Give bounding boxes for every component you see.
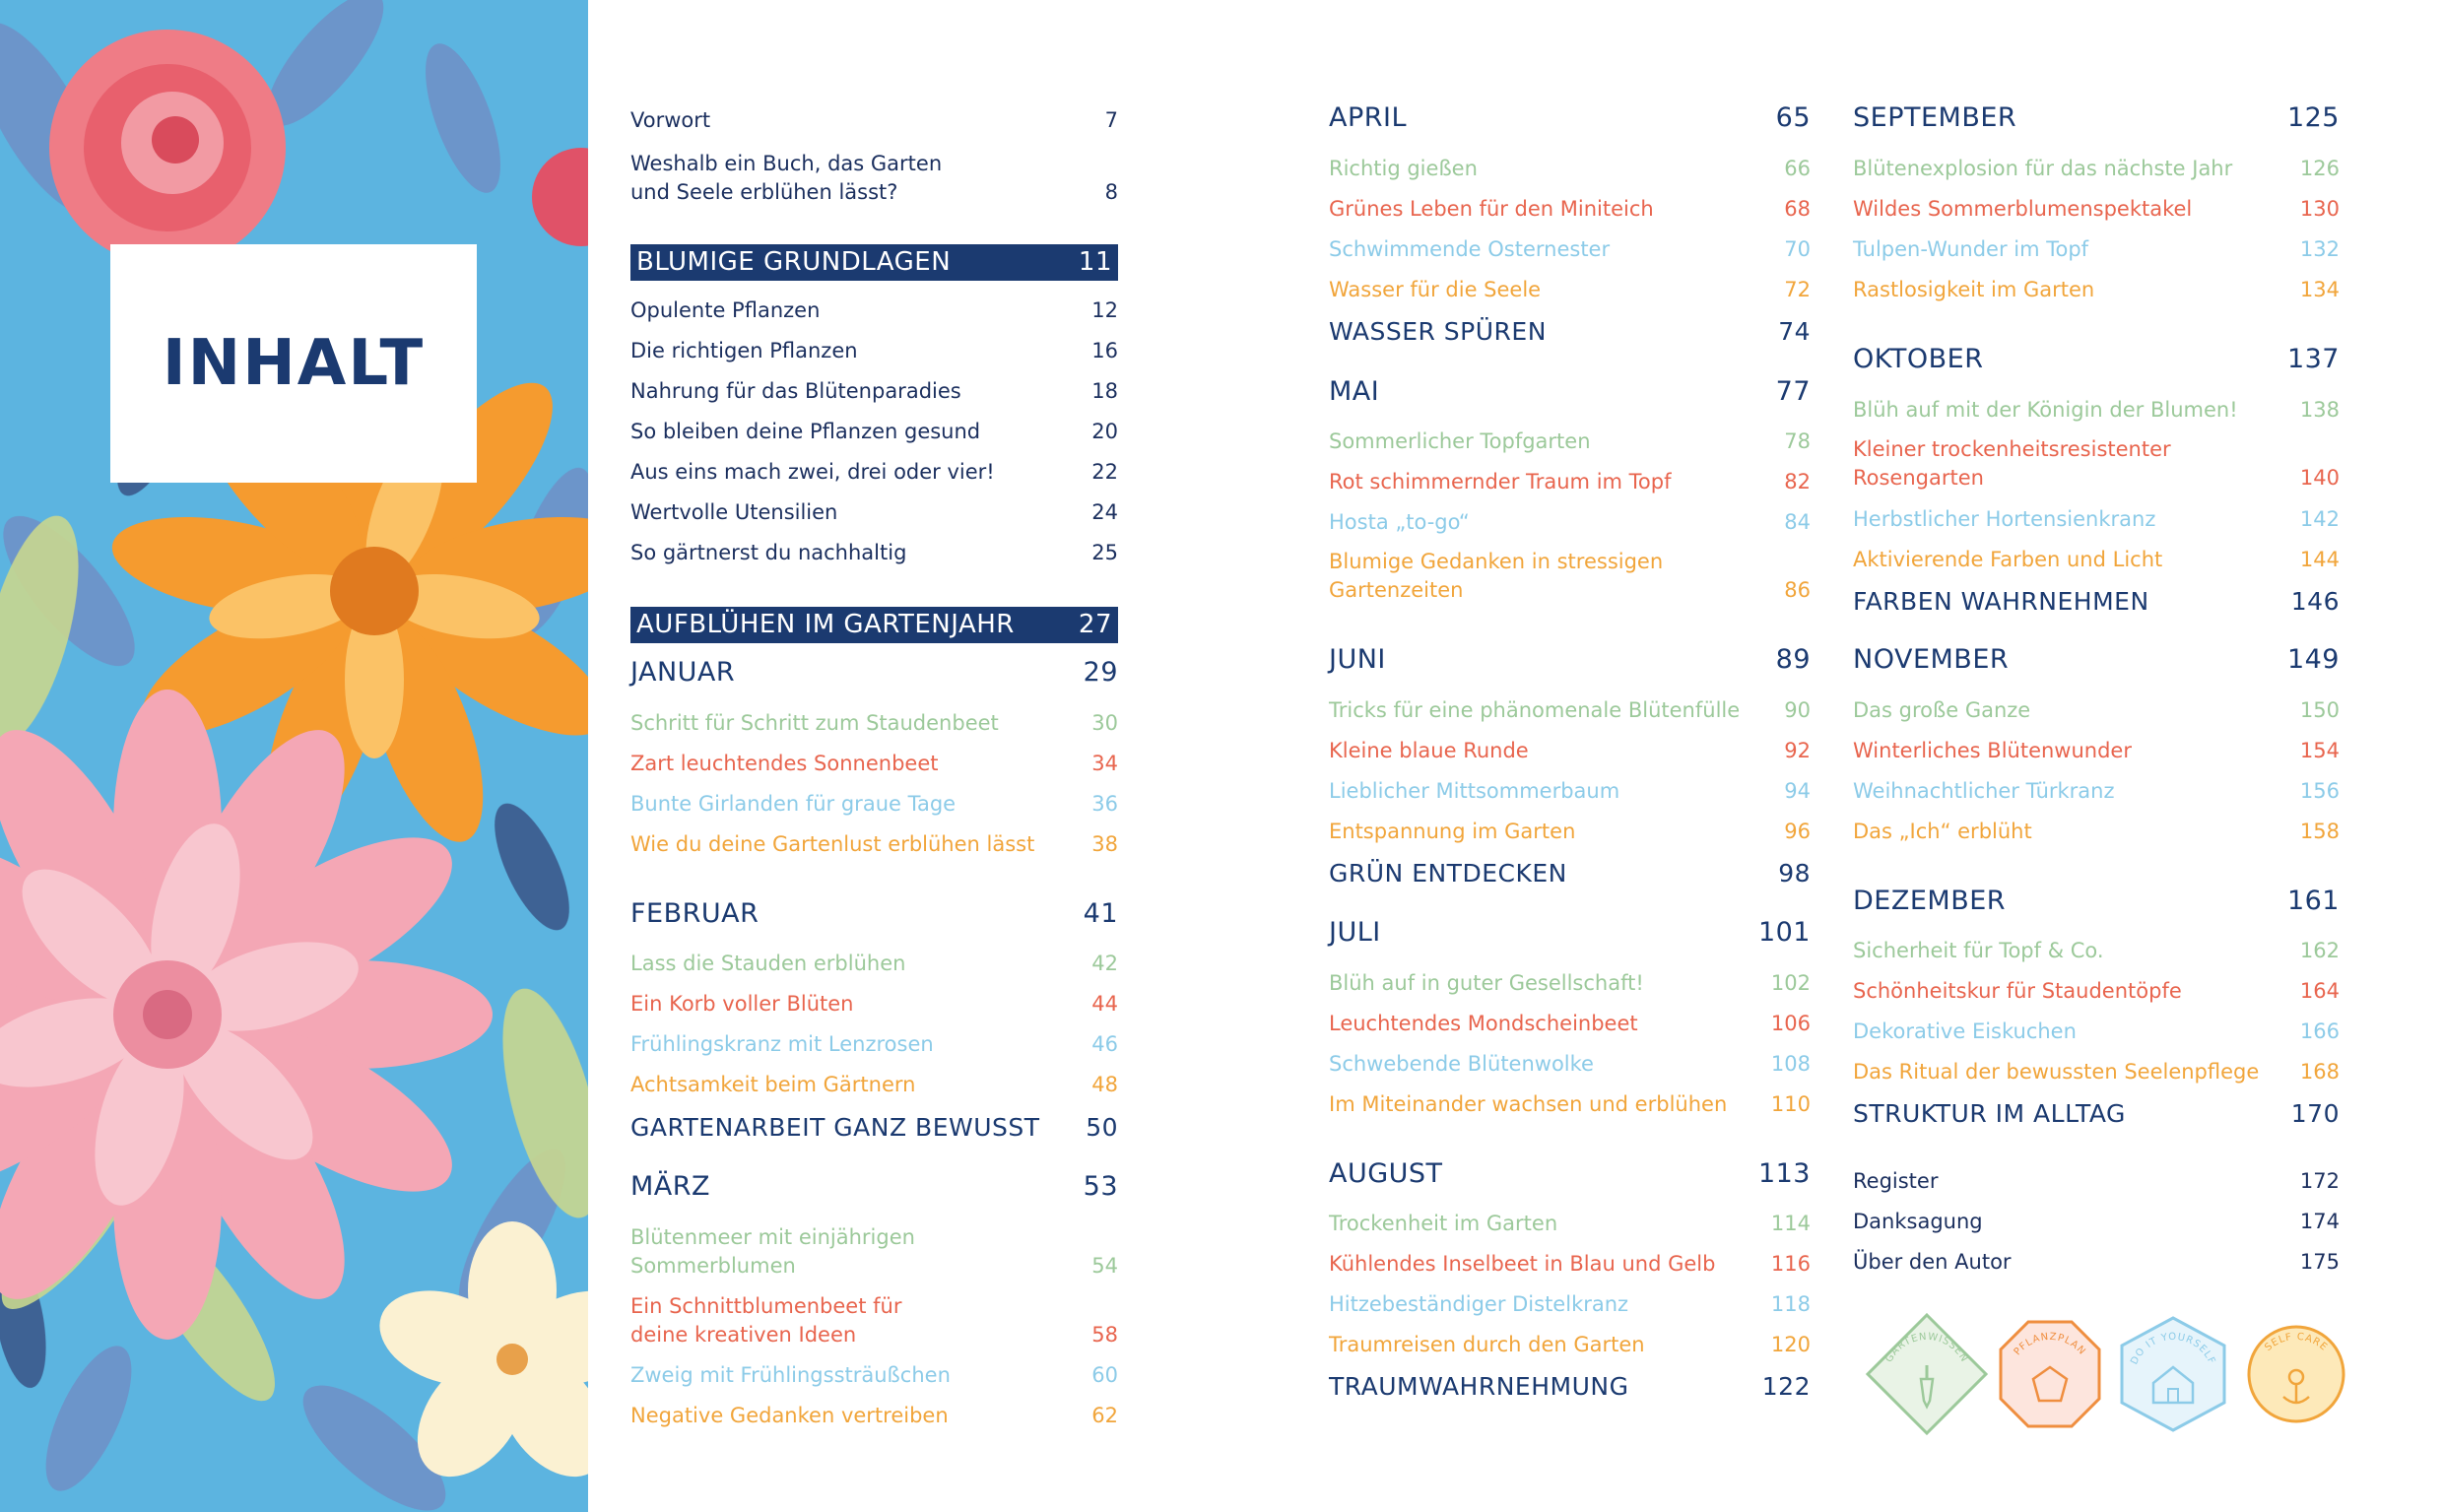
- theme-heading[interactable]: [1329, 859, 1811, 887]
- section-header[interactable]: [630, 607, 1118, 643]
- badge-label: SELF CARE: [2263, 1331, 2330, 1354]
- entry-title: Schwimmende Osternester: [1329, 237, 1611, 261]
- entry-page: 108: [1770, 1052, 1811, 1076]
- theme-page: 122: [1761, 1372, 1811, 1401]
- entry-page: 36: [1091, 792, 1118, 816]
- toc-entry[interactable]: [630, 418, 1118, 446]
- entry-title: Sommerlicher Topfgarten: [1329, 429, 1591, 453]
- toc-entry[interactable]: [1853, 777, 2340, 806]
- toc-entry[interactable]: [630, 150, 1118, 207]
- entry-title: Blumige Gedanken in stressigen Gartenzeiten: [1329, 550, 1664, 602]
- page-title: INHALT: [162, 327, 426, 400]
- entry-title: Weshalb ein Buch, das Garten und Seele erblühen lässt?: [630, 152, 943, 204]
- entry-title: Im Miteinander wachsen und erblühen: [1329, 1092, 1728, 1116]
- theme-page: 98: [1778, 859, 1811, 887]
- month-heading[interactable]: [630, 899, 1118, 928]
- toc-entry[interactable]: [1329, 818, 1811, 846]
- entry-page: 174: [2299, 1210, 2340, 1233]
- entry-title: Hosta „to-go“: [1329, 510, 1470, 534]
- entry-title: Sicherheit für Topf & Co.: [1853, 939, 2104, 962]
- entry-title: Blüh auf mit der Königin der Blumen!: [1853, 398, 2238, 422]
- entry-title: Tricks für eine phänomenale Blütenfülle: [1329, 698, 1741, 722]
- section-page: 27: [1078, 610, 1112, 639]
- toc-entry[interactable]: [1329, 777, 1811, 806]
- entry-page: 120: [1770, 1333, 1811, 1356]
- entry-page: 86: [1784, 578, 1811, 602]
- entry-title: Danksagung: [1853, 1210, 1983, 1233]
- entry-page: 134: [2299, 278, 2340, 301]
- entry-title: Die richtigen Pflanzen: [630, 339, 858, 362]
- month-heading[interactable]: [1853, 345, 2340, 373]
- entry-page: 34: [1091, 752, 1118, 775]
- month-title: JUNI: [1329, 644, 1386, 675]
- toc-entry[interactable]: [1853, 546, 2340, 574]
- flower-hand-icon: [2249, 1327, 2344, 1421]
- entry-title: Blüh auf in guter Gesellschaft!: [1329, 971, 1644, 995]
- entry-page: 132: [2299, 237, 2340, 261]
- toc-entry[interactable]: [630, 790, 1118, 819]
- entry-page: 30: [1091, 711, 1118, 735]
- month-page: 161: [2286, 886, 2340, 916]
- toc-entry[interactable]: [1853, 1167, 2340, 1196]
- toc-entry[interactable]: [630, 539, 1118, 567]
- toc-entry[interactable]: [1329, 427, 1811, 456]
- theme-page: 170: [2290, 1099, 2340, 1128]
- month-heading[interactable]: [1853, 645, 2340, 674]
- toc-entry[interactable]: [1329, 1050, 1811, 1079]
- section-title: AUFBLÜHEN IM GARTENJAHR: [636, 610, 1015, 639]
- entry-title: So bleiben deine Pflanzen gesund: [630, 420, 981, 443]
- section-header[interactable]: [630, 244, 1118, 281]
- entry-title: Zart leuchtendes Sonnenbeet: [630, 752, 939, 775]
- theme-page: 50: [1086, 1113, 1118, 1142]
- entry-page: 42: [1091, 952, 1118, 975]
- entry-title: Ein Korb voller Blüten: [630, 992, 854, 1016]
- badge-label: DO IT YOURSELF: [2129, 1331, 2217, 1367]
- entry-page: 68: [1784, 197, 1811, 221]
- toc-entry[interactable]: [1329, 737, 1811, 765]
- theme-title: STRUKTUR IM ALLTAG: [1853, 1099, 2126, 1128]
- entry-page: 94: [1784, 779, 1811, 803]
- month-heading[interactable]: [1329, 645, 1811, 674]
- month-heading[interactable]: [630, 658, 1118, 687]
- entry-page: 158: [2299, 820, 2340, 843]
- toc-entry[interactable]: [630, 377, 1118, 406]
- toc-entry[interactable]: [630, 296, 1118, 325]
- month-title: JULI: [1329, 917, 1381, 948]
- entry-page: 66: [1784, 157, 1811, 180]
- entry-title: Achtsamkeit beim Gärtnern: [630, 1073, 916, 1096]
- toc-entry[interactable]: [630, 709, 1118, 738]
- month-page: 65: [1775, 102, 1811, 133]
- entry-title: Schritt für Schritt zum Staudenbeet: [630, 711, 999, 735]
- floral-illustration: [0, 0, 588, 1512]
- toc-entry[interactable]: [1853, 1018, 2340, 1046]
- entry-page: 7: [1104, 108, 1118, 132]
- entry-title: Das Ritual der bewussten Seelenpflege: [1853, 1060, 2260, 1084]
- month-title: APRIL: [1329, 102, 1408, 133]
- toc-entry[interactable]: [1853, 1208, 2340, 1236]
- month-page: 149: [2286, 644, 2340, 675]
- entry-title: Herbstlicher Hortensienkranz: [1853, 507, 2156, 531]
- toc-entry[interactable]: [1329, 468, 1811, 496]
- badge-label: PFLANZPLAN: [2012, 1331, 2088, 1358]
- month-title: FEBRUAR: [630, 898, 759, 929]
- toc-entry[interactable]: [1329, 1090, 1811, 1119]
- entry-page: 114: [1770, 1212, 1811, 1235]
- toc-entry[interactable]: [1329, 1331, 1811, 1359]
- entry-page: 44: [1091, 992, 1118, 1016]
- toc-entry[interactable]: [630, 1402, 1118, 1430]
- entry-page: 144: [2299, 548, 2340, 571]
- entry-title: Register: [1853, 1169, 1939, 1193]
- month-title: JANUAR: [630, 657, 736, 688]
- entry-title: Hitzebeständiger Distelkranz: [1329, 1292, 1629, 1316]
- toc-entry[interactable]: [1329, 1290, 1811, 1319]
- toc-entry[interactable]: [1329, 1010, 1811, 1038]
- entry-page: 60: [1091, 1363, 1118, 1387]
- entry-title: Grünes Leben für den Miniteich: [1329, 197, 1654, 221]
- entry-page: 106: [1770, 1012, 1811, 1035]
- title-box: [110, 244, 477, 483]
- entry-title: Schwebende Blütenwolke: [1329, 1052, 1594, 1076]
- entry-page: 96: [1784, 820, 1811, 843]
- month-heading[interactable]: [1329, 377, 1811, 406]
- entry-page: 72: [1784, 278, 1811, 301]
- theme-heading[interactable]: [630, 1113, 1118, 1142]
- toc-entry[interactable]: [630, 1292, 1118, 1349]
- entry-title: Wasser für die Seele: [1329, 278, 1542, 301]
- entry-page: 110: [1770, 1092, 1811, 1116]
- entry-page: 130: [2299, 197, 2340, 221]
- theme-title: GARTENARBEIT GANZ BEWUSST: [630, 1113, 1040, 1142]
- entry-page: 25: [1091, 541, 1118, 564]
- toc-entry[interactable]: [630, 750, 1118, 778]
- entry-page: 62: [1091, 1404, 1118, 1427]
- entry-page: 38: [1091, 832, 1118, 856]
- theme-page: 146: [2290, 587, 2340, 616]
- month-page: 29: [1083, 657, 1118, 688]
- entry-title: Das große Ganze: [1853, 698, 2031, 722]
- month-page: 113: [1757, 1158, 1811, 1189]
- theme-title: GRÜN ENTDECKEN: [1329, 859, 1567, 887]
- toc-entry[interactable]: [1853, 276, 2340, 304]
- toc-entry[interactable]: [630, 337, 1118, 365]
- category-badges: [1858, 1310, 2350, 1438]
- toc-entry[interactable]: [1329, 276, 1811, 304]
- entry-page: 20: [1091, 420, 1118, 443]
- theme-heading[interactable]: [1853, 1099, 2340, 1128]
- entry-page: 82: [1784, 470, 1811, 493]
- toc-entry[interactable]: [630, 498, 1118, 527]
- entry-title: Dekorative Eiskuchen: [1853, 1019, 2077, 1043]
- entry-title: Aus eins mach zwei, drei oder vier!: [630, 460, 995, 484]
- theme-page: 74: [1778, 317, 1811, 346]
- entry-title: Bunte Girlanden für graue Tage: [630, 792, 957, 816]
- entry-title: Weihnachtlicher Türkranz: [1853, 779, 2115, 803]
- month-heading[interactable]: [630, 1172, 1118, 1201]
- month-heading[interactable]: [1329, 103, 1811, 132]
- month-title: NOVEMBER: [1853, 644, 2010, 675]
- month-page: 53: [1083, 1171, 1118, 1202]
- theme-heading[interactable]: [1329, 1372, 1811, 1401]
- entry-title: Das „Ich“ erblüht: [1853, 820, 2032, 843]
- toc-entry[interactable]: [630, 950, 1118, 978]
- month-page: 137: [2286, 344, 2340, 374]
- entry-title: Blütenexplosion für das nächste Jahr: [1853, 157, 2233, 180]
- entry-page: 116: [1770, 1252, 1811, 1276]
- toc-entry[interactable]: [1853, 396, 2340, 425]
- toc-entry[interactable]: [1853, 737, 2340, 765]
- month-title: MAI: [1329, 376, 1380, 407]
- entry-title: Lieblicher Mittsommerbaum: [1329, 779, 1620, 803]
- trowel-icon: [1868, 1315, 1986, 1433]
- entry-page: 150: [2299, 698, 2340, 722]
- entry-page: 12: [1091, 298, 1118, 322]
- month-title: SEPTEMBER: [1853, 102, 2017, 133]
- entry-page: 48: [1091, 1073, 1118, 1096]
- theme-title: TRAUMWAHRNEHMUNG: [1329, 1372, 1629, 1401]
- entry-title: Kühlendes Inselbeet in Blau und Gelb: [1329, 1252, 1716, 1276]
- toc-entry[interactable]: [1329, 508, 1811, 537]
- entry-page: 70: [1784, 237, 1811, 261]
- entry-page: 90: [1784, 698, 1811, 722]
- entry-title: Schönheitskur für Staudentöpfe: [1853, 979, 2182, 1003]
- entry-title: Zweig mit Frühlingssträußchen: [630, 1363, 951, 1387]
- toc-entry[interactable]: [1853, 505, 2340, 534]
- toc-entry[interactable]: [1853, 195, 2340, 224]
- entry-page: 172: [2299, 1169, 2340, 1193]
- theme-title: FARBEN WAHRNEHMEN: [1853, 587, 2149, 616]
- entry-title: Lass die Stauden erblühen: [630, 952, 906, 975]
- month-heading[interactable]: [1329, 1159, 1811, 1188]
- entry-title: Nahrung für das Blütenparadies: [630, 379, 961, 403]
- theme-heading[interactable]: [1853, 587, 2340, 616]
- theme-title: WASSER SPÜREN: [1329, 317, 1547, 346]
- entry-page: 162: [2299, 939, 2340, 962]
- entry-page: 164: [2299, 979, 2340, 1003]
- badge-set: [1858, 1310, 2350, 1438]
- entry-title: Entspannung im Garten: [1329, 820, 1576, 843]
- entry-page: 126: [2299, 157, 2340, 180]
- toc-entry[interactable]: [1853, 977, 2340, 1006]
- toc-entry[interactable]: [1329, 696, 1811, 725]
- month-title: AUGUST: [1329, 1158, 1443, 1189]
- toc-entry[interactable]: [1853, 155, 2340, 183]
- theme-heading[interactable]: [1329, 317, 1811, 346]
- entry-page: 142: [2299, 507, 2340, 531]
- entry-page: 140: [2299, 466, 2340, 490]
- entry-title: Rot schimmernder Traum im Topf: [1329, 470, 1672, 493]
- toc-entry[interactable]: [1853, 435, 2340, 493]
- month-title: OKTOBER: [1853, 344, 1984, 374]
- entry-title: Aktivierende Farben und Licht: [1853, 548, 2163, 571]
- section-title: BLUMIGE GRUNDLAGEN: [636, 247, 952, 277]
- month-page: 41: [1083, 898, 1118, 929]
- entry-page: 22: [1091, 460, 1118, 484]
- toc-entry[interactable]: [1329, 969, 1811, 998]
- entry-page: 102: [1770, 971, 1811, 995]
- entry-page: 118: [1770, 1292, 1811, 1316]
- entry-page: 84: [1784, 510, 1811, 534]
- toc-entry[interactable]: [1853, 1058, 2340, 1086]
- toc-entry[interactable]: [630, 990, 1118, 1019]
- toc-entry[interactable]: [630, 1030, 1118, 1059]
- entry-title: Richtig gießen: [1329, 157, 1478, 180]
- entry-title: Über den Autor: [1853, 1250, 2012, 1274]
- toc-entry[interactable]: [1853, 937, 2340, 965]
- entry-title: Wertvolle Utensilien: [630, 500, 838, 524]
- month-page: 101: [1757, 917, 1811, 948]
- entry-title: Kleine blaue Runde: [1329, 739, 1529, 762]
- entry-title: Leuchtendes Mondscheinbeet: [1329, 1012, 1638, 1035]
- toc-entry[interactable]: [1853, 696, 2340, 725]
- flower-pattern: [0, 0, 588, 1512]
- plant-plan-icon: [2001, 1322, 2099, 1426]
- toc-entry[interactable]: [1853, 818, 2340, 846]
- entry-title: Wildes Sommerblumenspektakel: [1853, 197, 2193, 221]
- entry-page: 58: [1091, 1323, 1118, 1347]
- entry-page: 18: [1091, 379, 1118, 403]
- entry-title: Opulente Pflanzen: [630, 298, 821, 322]
- entry-page: 46: [1091, 1032, 1118, 1056]
- toc-entry[interactable]: [630, 106, 1118, 135]
- entry-title: Winterliches Blütenwunder: [1853, 739, 2132, 762]
- month-title: MÄRZ: [630, 1171, 711, 1202]
- toc-entry[interactable]: [1329, 1250, 1811, 1279]
- month-page: 77: [1775, 376, 1811, 407]
- entry-page: 154: [2299, 739, 2340, 762]
- month-heading[interactable]: [1853, 103, 2340, 132]
- entry-page: 138: [2299, 398, 2340, 422]
- entry-title: Tulpen-Wunder im Topf: [1853, 237, 2089, 261]
- house-icon: [2122, 1318, 2224, 1430]
- toc-entry[interactable]: [1329, 155, 1811, 183]
- entry-page: 24: [1091, 500, 1118, 524]
- entry-title: Kleiner trockenheitsresistenter Rosengarten: [1853, 437, 2171, 490]
- entry-page: 78: [1784, 429, 1811, 453]
- toc-entry[interactable]: [1853, 235, 2340, 264]
- entry-title: Trockenheit im Garten: [1329, 1212, 1558, 1235]
- entry-page: 16: [1091, 339, 1118, 362]
- toc-entry[interactable]: [630, 1223, 1118, 1281]
- toc-entry[interactable]: [630, 830, 1118, 859]
- entry-title: Ein Schnittblumenbeet für deine kreativen Ideen: [630, 1294, 902, 1347]
- badge-label: GARTENWISSEN: [1883, 1331, 1970, 1365]
- entry-title: Blütenmeer mit einjährigen Sommerblumen: [630, 1225, 915, 1278]
- month-title: DEZEMBER: [1853, 886, 2007, 916]
- entry-title: Traumreisen durch den Garten: [1329, 1333, 1645, 1356]
- toc-entry[interactable]: [1329, 1210, 1811, 1238]
- entry-title: Wie du deine Gartenlust erblühen lässt: [630, 832, 1035, 856]
- toc-entry[interactable]: [630, 458, 1118, 487]
- month-heading[interactable]: [1853, 887, 2340, 915]
- toc-entry[interactable]: [1329, 548, 1811, 605]
- toc-entry[interactable]: [630, 1071, 1118, 1099]
- toc-entry[interactable]: [1329, 195, 1811, 224]
- month-page: 125: [2286, 102, 2340, 133]
- entry-page: 54: [1091, 1254, 1118, 1278]
- entry-title: Negative Gedanken vertreiben: [630, 1404, 949, 1427]
- entry-page: 156: [2299, 779, 2340, 803]
- entry-title: So gärtnerst du nachhaltig: [630, 541, 907, 564]
- month-heading[interactable]: [1329, 918, 1811, 947]
- entry-title: Vorwort: [630, 108, 711, 132]
- entry-title: Frühlingskranz mit Lenzrosen: [630, 1032, 934, 1056]
- entry-page: 166: [2299, 1019, 2340, 1043]
- entry-page: 92: [1784, 739, 1811, 762]
- entry-page: 175: [2299, 1250, 2340, 1274]
- toc-entry[interactable]: [1853, 1248, 2340, 1277]
- entry-page: 168: [2299, 1060, 2340, 1084]
- month-page: 89: [1775, 644, 1811, 675]
- toc-entry[interactable]: [1329, 235, 1811, 264]
- toc-entry[interactable]: [630, 1361, 1118, 1390]
- section-page: 11: [1078, 247, 1112, 277]
- entry-title: Rastlosigkeit im Garten: [1853, 278, 2095, 301]
- entry-page: 8: [1104, 180, 1118, 204]
